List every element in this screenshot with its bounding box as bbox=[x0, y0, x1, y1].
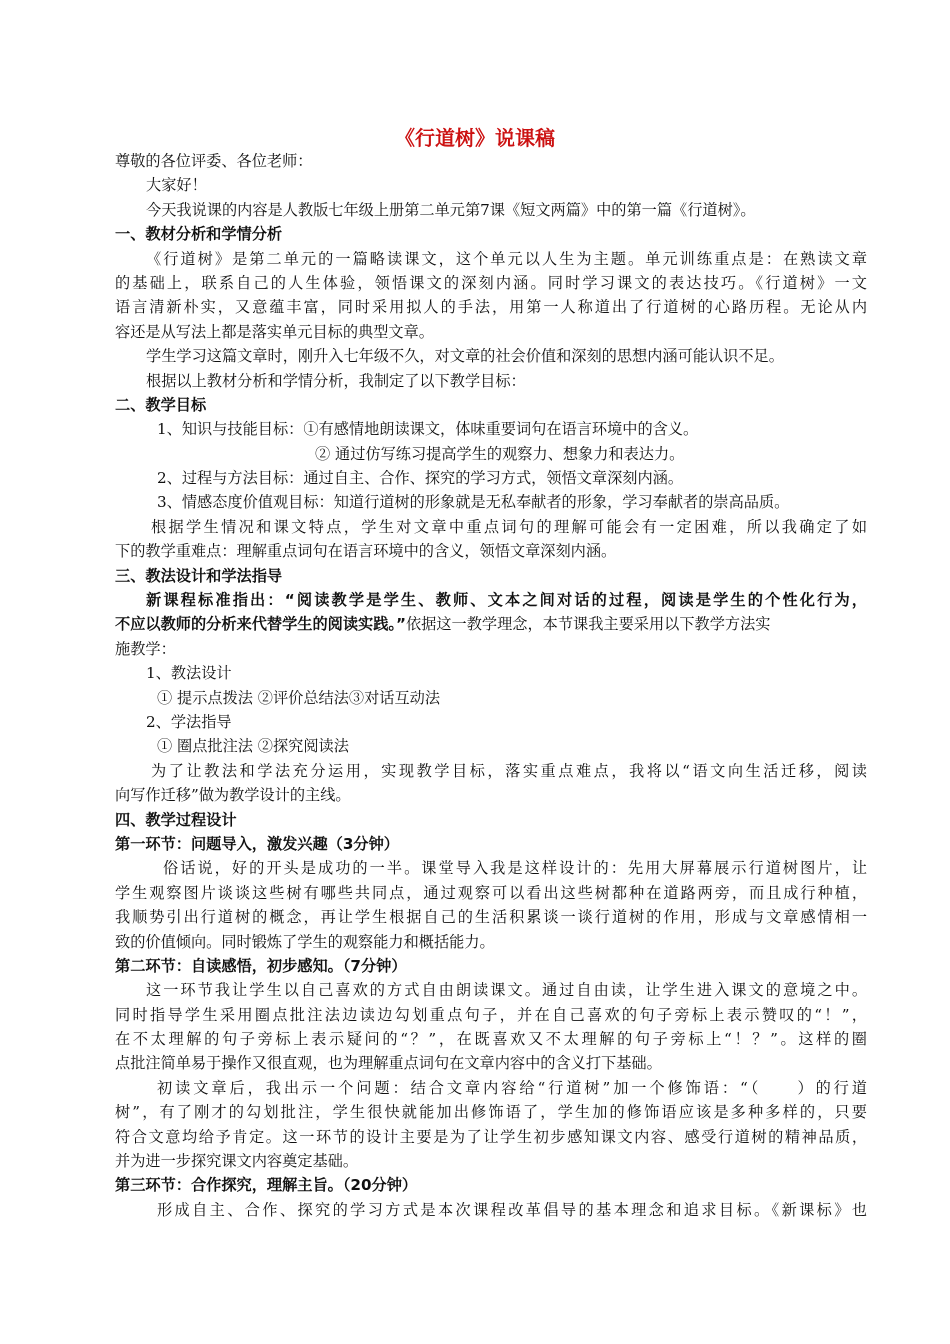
salutation: 尊敬的各位评委、各位老师： bbox=[115, 152, 313, 170]
list-item: 2、学法指导 bbox=[146, 712, 232, 731]
quote-follow-text: 依据这一教学理念，本节课我主要采用以下教学方法实 bbox=[405, 615, 771, 634]
paragraph-line: 为了让教法和学法充分运用，实现教学目标，落实重点难点，我将以“语文向生活迁移，阅读 bbox=[151, 761, 867, 780]
paragraph-line: 点批注简单易于操作又很直观，也为理解重点词句在文章内容中的含义打下基础。 bbox=[115, 1054, 662, 1073]
paragraph-line: 这一环节我让学生以自己喜欢的方式自由朗读课文。通过自由读，让学生进入课文的意境之中。 bbox=[146, 981, 867, 1000]
goal-item-1-sub: ② 通过仿写练习提高学生的观察力、想象力和表达力。 bbox=[315, 444, 685, 463]
quote-line-mixed bbox=[115, 612, 867, 636]
paragraph-intro: 今天我说课的内容是人教版七年级上册第二单元第7课《短文两篇》中的第一篇《行道树》。 bbox=[146, 200, 756, 219]
step-heading-3: 第三环节：合作探究，理解主旨。（20分钟） bbox=[115, 1176, 418, 1195]
paragraph-line: 施教学： bbox=[115, 639, 176, 658]
paragraph-line: 形成自主、合作、探究的学习方式是本次课程改革倡导的基本理念和追求目标。《新课标》也 bbox=[157, 1200, 867, 1219]
list-item: ① 提示点拨法 ②评价总结法③对话互动法 bbox=[157, 688, 441, 707]
step-heading-1: 第一环节：问题导入，激发兴趣（3分钟） bbox=[115, 834, 399, 853]
quote-bold-text: 不应以教师的分析来代替学生的阅读实践。” bbox=[115, 615, 406, 634]
section-heading-1: 一、教材分析和学情分析 bbox=[115, 225, 283, 244]
section-heading-2: 二、教学目标 bbox=[115, 395, 207, 414]
paragraph-line: 根据以上教材分析和学情分析，我制定了以下教学目标： bbox=[146, 371, 526, 390]
goal-item-3: 3、情感态度价值观目标：知道行道树的形象就是无私奉献者的形象，学习奉献者的崇高品质。 bbox=[157, 493, 790, 512]
paragraph-line: 致的价值倾向。同时锻炼了学生的观察能力和概括能力。 bbox=[115, 932, 495, 951]
paragraph-line: 符合文意均给予肯定。这一环节的设计主要是为了让学生初步感知课文内容、感受行道树的精神品质， bbox=[115, 1127, 867, 1146]
paragraph-line: 向写作迁移”做为教学设计的主线。 bbox=[115, 786, 351, 805]
quote-line: 新课程标准指出：“阅读教学是学生、教师、文本之间对话的过程，阅读是学生的个性化行为， bbox=[146, 591, 867, 610]
paragraph-line: 树”，有了刚才的勾划批注，学生很快就能加出修饰语了，学生加的修饰语应该是多种多样的，只要 bbox=[115, 1103, 867, 1122]
paragraph-line: 《行道树》是第二单元的一篇略读课文，这个单元以人生为主题。单元训练重点是：在熟读文章 bbox=[146, 249, 867, 268]
paragraph-line: 根据学生情况和课文特点，学生对文章中重点词句的理解可能会有一定困难，所以我确定了如 bbox=[151, 517, 867, 536]
paragraph-line: 学生观察图片谈谈这些树有哪些共同点，通过观察可以看出这些树都种在道路两旁，而且成行种植， bbox=[115, 883, 867, 902]
paragraph-line: 在不太理解的句子旁标上表示疑问的“？”，在既喜欢又不太理解的句子旁标上“！？”。这样的圈 bbox=[115, 1030, 867, 1049]
section-heading-3: 三、教法设计和学法指导 bbox=[115, 566, 283, 585]
paragraph-line: 俗话说，好的开头是成功的一半。课堂导入我是这样设计的：先用大屏幕展示行道树图片，让 bbox=[163, 859, 867, 878]
list-item: 1、教法设计 bbox=[146, 664, 232, 683]
step-heading-2: 第二环节：自读感悟，初步感知。（7分钟） bbox=[115, 956, 407, 975]
document-body bbox=[115, 149, 867, 1222]
paragraph-line: 语言清新朴实，又意蕴丰富，同时采用拟人的手法，用第一人称道出了行道树的心路历程。无论从内 bbox=[115, 298, 867, 317]
paragraph-line: 并为进一步探究课文内容奠定基础。 bbox=[115, 1152, 358, 1171]
page-title: 《行道树》说课稿 bbox=[395, 126, 555, 150]
section-heading-4: 四、教学过程设计 bbox=[115, 810, 237, 829]
goal-item-2: 2、过程与方法目标：通过自主、合作、探究的学习方式，领悟文章深刻内涵。 bbox=[157, 469, 684, 488]
list-item: ① 圈点批注法 ②探究阅读法 bbox=[157, 737, 349, 756]
paragraph-line: 的基础上，联系自己的人生体验，领悟课文的深刻内涵。同时学习课文的表达技巧。《行道树》一文 bbox=[115, 273, 867, 292]
greeting: 大家好！ bbox=[146, 176, 207, 195]
paragraph-line: 学生学习这篇文章时，刚升入七年级不久，对文章的社会价值和深刻的思想内涵可能认识不足。 bbox=[146, 347, 784, 366]
paragraph-line: 容还是从写法上都是落实单元目标的典型文章。 bbox=[115, 322, 434, 341]
paragraph-line: 初读文章后，我出示一个问题：结合文章内容给“行道树”加一个修饰语：“（ ）的行道 bbox=[157, 1078, 867, 1097]
paragraph-line: 我顺势引出行道树的概念，再让学生根据自己的生活积累谈一谈行道树的作用，形成与文章感情相一 bbox=[115, 908, 867, 927]
paragraph-line: 下的教学重难点：理解重点词句在语言环境中的含义，领悟文章深刻内涵。 bbox=[115, 542, 617, 561]
goal-item-1: 1、知识与技能目标：①有感情地朗读课文，体味重要词句在语言环境中的含义。 bbox=[157, 420, 699, 439]
paragraph-line: 同时指导学生采用圈点批注法边读边勾划重点句子，并在自己喜欢的句子旁标上表示赞叹的“！”， bbox=[115, 1005, 867, 1024]
